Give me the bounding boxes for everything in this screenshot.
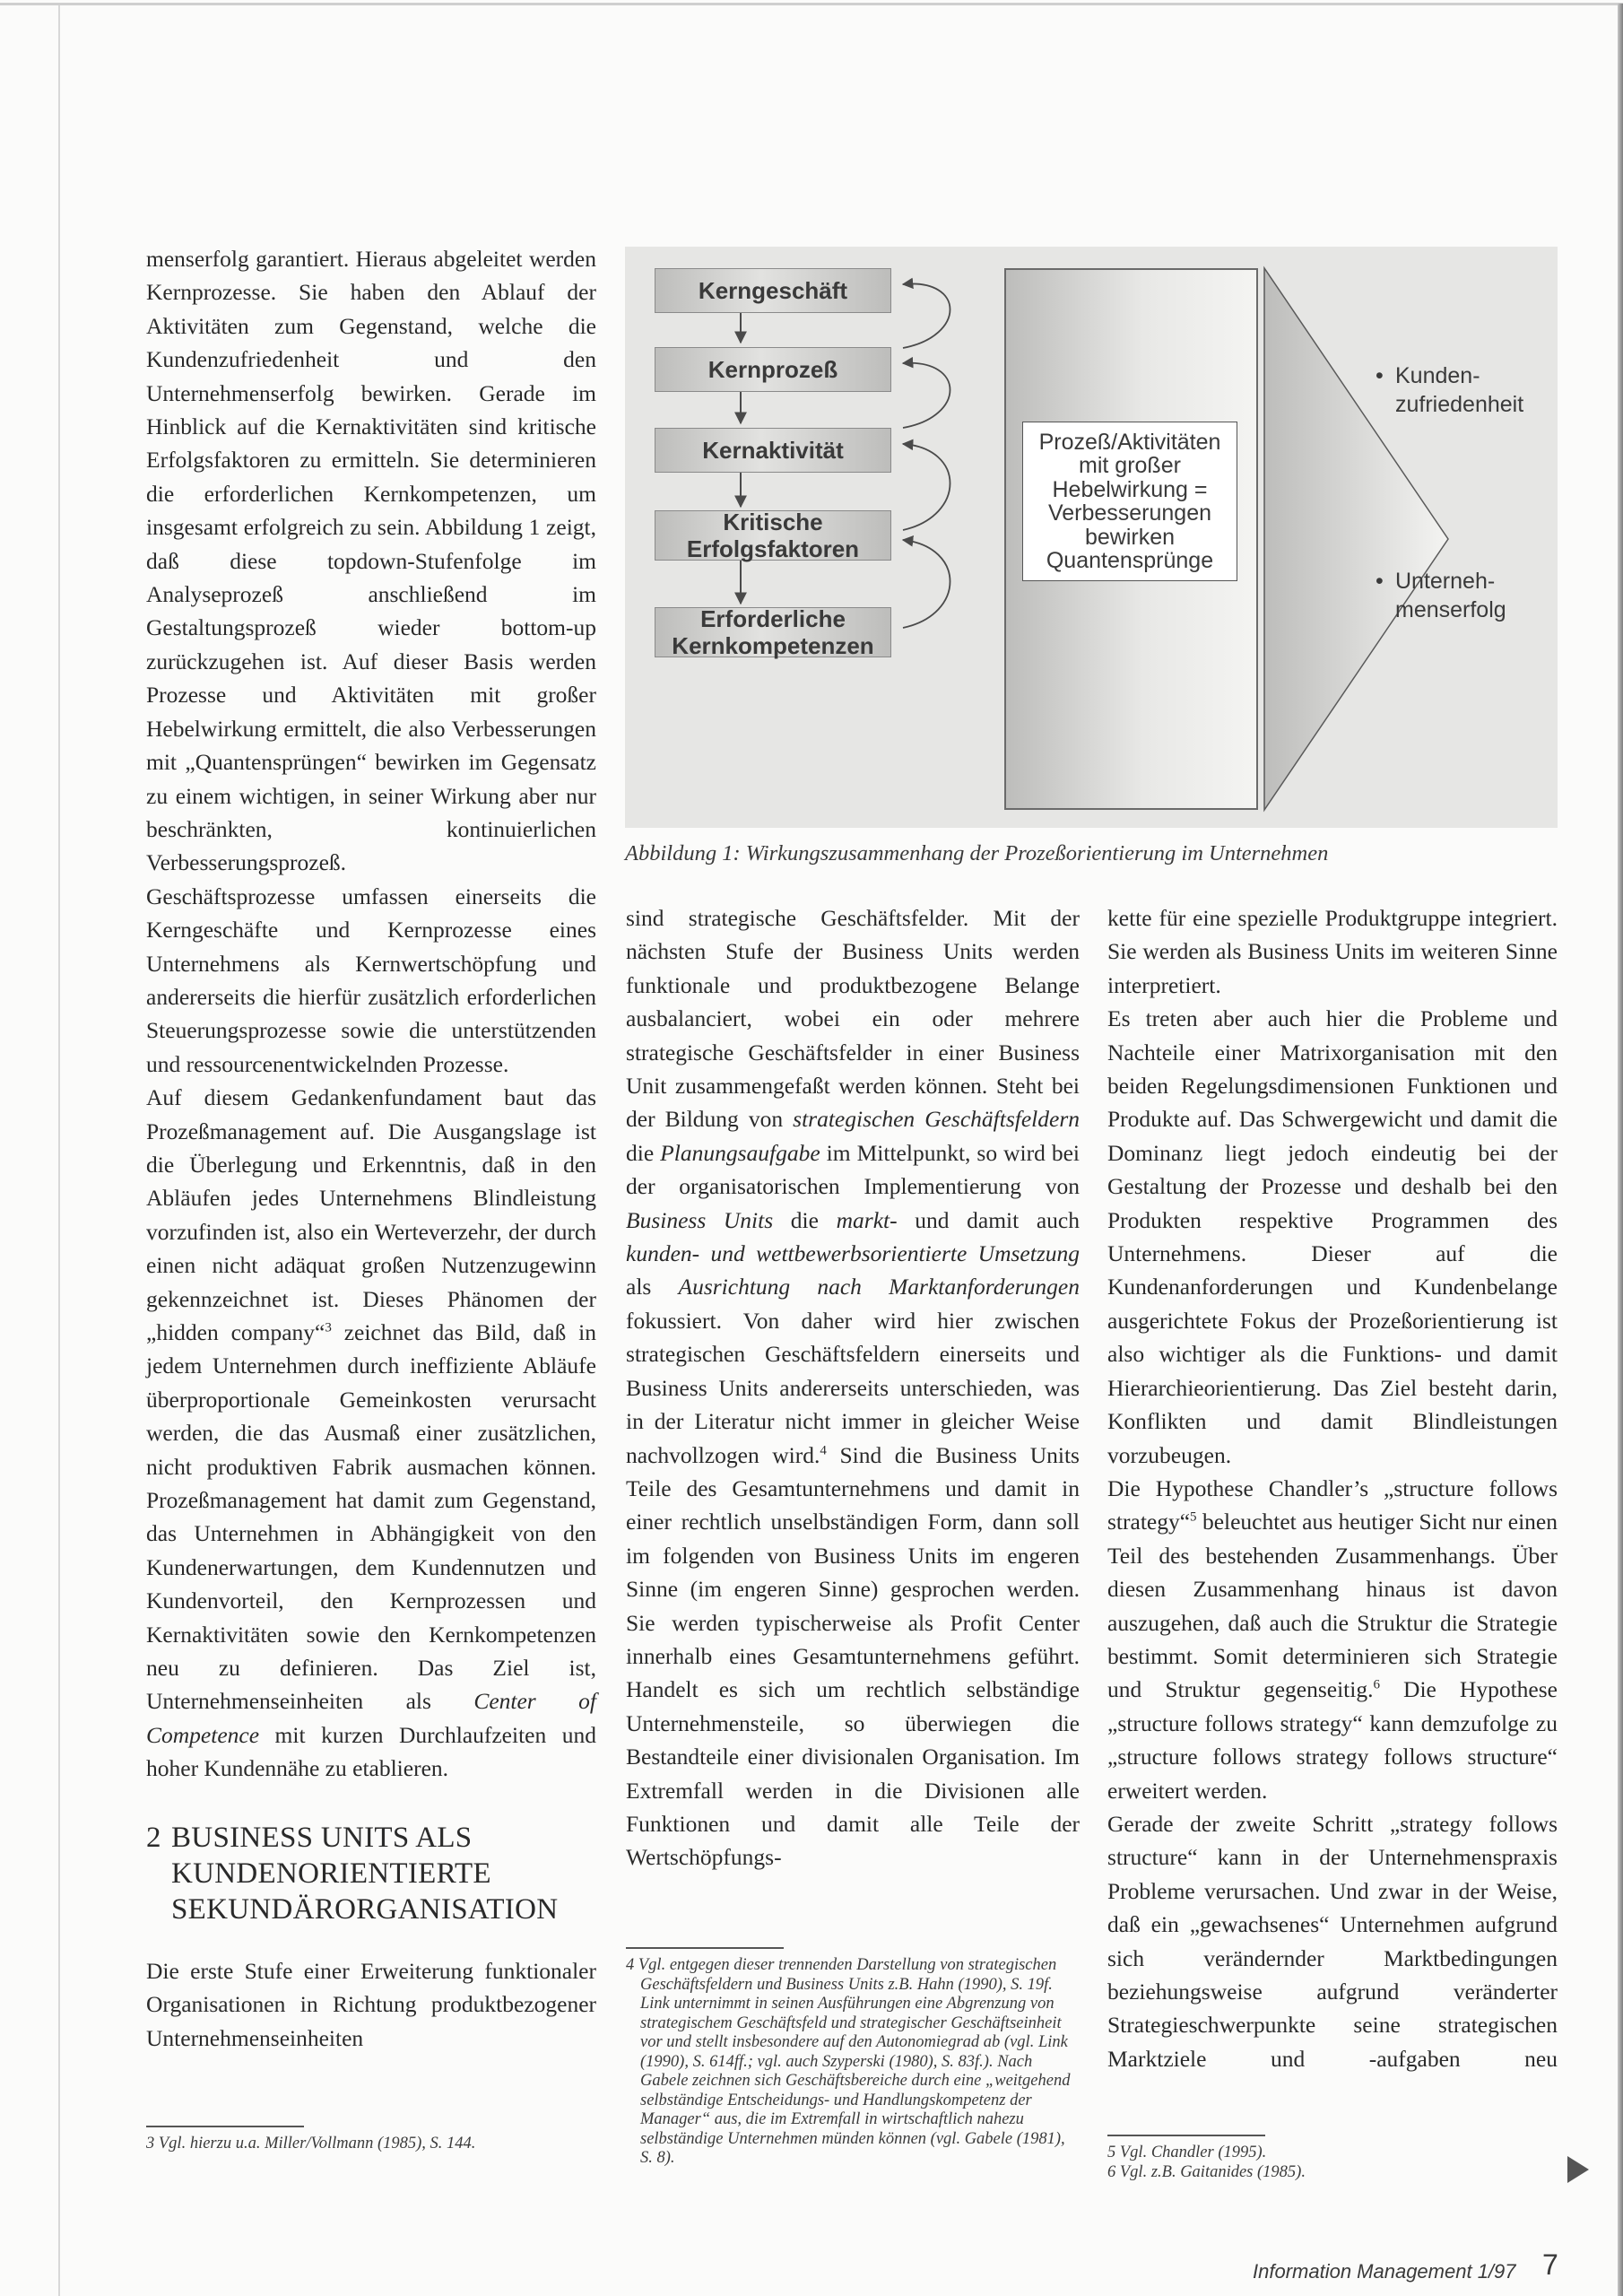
footnote-ref[interactable]: 4 xyxy=(820,1443,827,1457)
paragraph: Es treten aber auch hier die Probleme und Nachteile einer Matrixorganisation mit den beiden Regelungsdimensionen Funktionen und Produkte auf. Das Schwergewicht und damit die Dominanz liegt jedoch eindeutig bei der Gestaltung der Prozesse und deshalb bei den Produkten respektive Programmen des Unternehmens. Dieser auf die Kundenanforderungen und Kundenbelange ausgerichtete Fokus der Prozeßorientierung ist also wichtiger als die Funktions- und damit Hierarchieorientierung. Das Ziel besteht darin, Konflikten und damit Blindleistungen vorzubeugen. xyxy=(1107,1005,1558,1468)
left-column xyxy=(146,242,596,2055)
footnote-3: 3 Vgl. hierzu u.a. Miller/Vollmann (1985), S. 144. xyxy=(146,2135,476,2152)
figure-outcome-kundenzufriedenheit: • Kunden- zufriedenheit xyxy=(1376,363,1524,417)
footnote-4: 4 Vgl. entgegen dieser trennenden Darstellung von strategischen Geschäftsfeldern und Business Units z.B. Hahn (1990), S. 19f. Link unternimmt in seinen Ausführungen eine Abgrenzung von strategischem Geschäftsfeld und strategischer Geschäftseinheit vor und stellt insbesondere auf den Autonomiegrad ab (vgl. Link (1990), S. 614ff.; vgl. auch Szyperski (1980), S. 83f.). Nach Gabele zeichnen sich Geschäftsbereiche durch eine „weitgehend selbständige Entscheidungs- und Handlungskompetenz der Manager“ aus, die im Extremfall in wirtschaftlich nahezu selbständige Unternehmen münden können (vgl. Gabele (1981), S. 8). xyxy=(626,1956,1071,2167)
footnote-rule xyxy=(146,2126,304,2127)
section-heading: 2 BUSINESS UNITS ALS KUNDENORIENTIERTE SEKUNDÄRORGANISATION xyxy=(146,1821,559,1926)
figure-caption: Abbildung 1: Wirkungszusammenhang der Prozeßorientierung im Unternehmen xyxy=(625,841,1329,865)
footnote-rule xyxy=(626,1947,784,1949)
paragraph: Die Hypothese Chandler’s „structure follows strategy“$^5$ beleuchtet aus heutiger Sicht nur einen Teil des bestehenden Zusammenhangs. Über diesen Zusammenhang hinaus ist davon auszugehen, daß auch die Struktur die Strategie bestimmt. Somit determinieren sich Strategie und Struktur gegenseitig.$^6$ Die Hypothese „structure follows strategy“ kann demzufolge zu „structure follows strategy follows structure“ erweitert werden. xyxy=(1107,1474,1558,1804)
footnote-rule xyxy=(1107,2135,1265,2136)
figure-1 xyxy=(625,247,1558,828)
middle-column xyxy=(626,901,1080,1874)
journal-name: Information Management 1/97 xyxy=(1253,2260,1516,2283)
page-edge-top xyxy=(0,3,1623,5)
footnote-ref[interactable]: 3 xyxy=(325,1320,332,1335)
paragraph: Die erste Stufe einer Erweiterung funktionaler Organisationen in Richtung produktbezogener Unternehmenseinheiten xyxy=(146,1957,596,2051)
figure-outcome-unternehmenserfolg: • Unterneh- menserfolg xyxy=(1376,569,1506,622)
figure-box-erforderliche-kernkompetenzen: Erforderliche Kernkompetenzen xyxy=(655,607,891,657)
footnote-6: 6 Vgl. z.B. Gaitanides (1985). xyxy=(1107,2162,1306,2181)
paragraph: Auf diesem Gedankenfundament baut das Prozeßmanagement auf. Die Ausgangslage ist die Überlegung und Erkenntnis, daß in den Abläufen jedes Unternehmens Blindleistung vorzufinden ist, also ein Werteverzehr, der durch einen nicht adäquat großen Nutzenzugewinn gekennzeichnet ist. Dieses Phänomen der „hidden company“$^3$ zeichnet das Bild, daß in jedem Unternehmen durch ineffiziente Abläufe überproportionale Gemeinkosten verursacht werden, die das Ausmaß einer zusätzlichen, nicht produktiven Fabrik ausmachen können. Prozeßmanagement hat damit zum Gegenstand, das Unternehmen in Abhängigkeit von den Kundenerwartungen, dem Kundennutzen und Kundenvorteil, den Kernprozessen und Kernaktivitäten sowie den Kernkompetenzen neu zu definieren. Das Ziel ist, Unternehmenseinheiten als Center of Competence mit kurzen Durchlaufzeiten und hoher Kundennähe zu etablieren. xyxy=(146,1084,596,1782)
page-edge-right xyxy=(1618,4,1623,2296)
figure-box-kerngeschaeft: Kerngeschäft xyxy=(655,268,891,313)
footnotes-right xyxy=(1107,2135,1558,2182)
paragraph: kette für eine spezielle Produktgruppe integriert. Sie werden als Business Units im weiteren Sinne interpretiert. xyxy=(1107,905,1558,998)
page-number: 7 xyxy=(1542,2248,1558,2281)
triangle-right-icon xyxy=(1567,2156,1589,2183)
figure-box-kernprozess: Kernprozeß xyxy=(655,347,891,392)
paragraph: sind strategische Geschäftsfelder. Mit der nächsten Stufe der Business Units werden funktionale und produktbezogene Belange ausbalanciert, wobei ein oder mehrere strategische Geschäftsfelder in einer Business Unit zusammengefaßt werden können. Steht bei der Bildung von strategischen Geschäftsfeldern die Planungsaufgabe im Mittelpunkt, so wird bei der organisatorischen Implementierung von Business Units die markt- und damit auch kunden- und wettbewerbsorientierte Umsetzung als Ausrichtung nach Marktanforderungen fokussiert. Von daher wird hier zwischen strategischen Geschäftsfeldern einerseits und Business Units andererseits unterschieden, was in der Literatur nicht immer in gleicher Weise nachvollzogen wird.$^4$ Sind die Business Units Teile des Gesamtunternehmens und damit in einer rechtlich unselbständigen Form, dann soll im folgenden von Business Units im engeren Sinne (im engeren Sinne) gesprochen werden. Sie werden typischerweise als Profit Center innerhalb eines Gesamtunternehmens geführt. Handelt es sich um rechtlich selbständige Unternehmensteile, so überwiegen die Bestandteile einer divisionalen Organisation. Im Extremfall werden in die Divisionen alle Funktionen und damit alle Teile der Wertschöpfungs- xyxy=(626,905,1081,1871)
footnotes-left xyxy=(146,2126,596,2154)
page-fold-line xyxy=(58,5,60,2296)
figure-box-kritische-erfolgsfaktoren: Kritische Erfolgsfaktoren xyxy=(655,510,891,561)
footnote-ref[interactable]: 6 xyxy=(1373,1677,1380,1692)
paragraph: Geschäftsprozesse umfassen einerseits die Kerngeschäfte und Kernprozesse eines Unternehmens als Kernwertschöpfung und andererseits die hierfür zusätzlich erforderlichen Steuerungsprozesse sowie die unterstützenden und ressourcenentwickelnden Prozesse. xyxy=(146,883,596,1077)
bullet-icon: • xyxy=(1376,569,1384,594)
footnotes-middle xyxy=(626,1947,1080,2169)
paragraph: Gerade der zweite Schritt „strategy follows structure“ kann in der Unternehmenspraxis Probleme verursachen. Und zwar in der Weise, daß ein „gewachsenes“ Unternehmen aufgrund sich verändernder Marktbedingungen beziehungsweise aufgrund veränderter Strategieschwerpunkte seine strategischen Marktziele und -aufgaben neu xyxy=(1107,1810,1558,2072)
bullet-icon: • xyxy=(1376,363,1384,388)
footnote-ref[interactable]: 5 xyxy=(1190,1509,1197,1525)
figure-box-kernaktivitaet: Kernaktivität xyxy=(655,428,891,473)
paragraph: menserfolg garantiert. Hieraus abgeleitet werden Kernprozesse. Sie haben den Ablauf der Aktivitäten zum Gegenstand, welche die Kundenzufriedenheit und den Unternehmenserfolg bewirken. Gerade im Hinblick auf die Kernaktivitäten sind kritische Erfolgsfaktoren zu ermitteln. Sie determinieren die erforderlichen Kernkompetenzen, um insgesamt erfolgreich zu sein. Abbildung 1 zeigt, daß diese topdown-Stufenfolge im Analyseprozeß anschließend im Gestaltungsprozeß wieder bottom-up zurückzugehen ist. Auf dieser Basis werden Prozesse und Aktivitäten mit großer Hebelwirkung ermittelt, die also Verbesserungen mit „Quantensprüngen“ bewirken im Gegensatz zu einem wichtigen, in seiner Wirkung aber nur beschränkten, kontinuierlichen Verbesserungsprozeß. xyxy=(146,246,596,876)
footnote-5: 5 Vgl. Chandler (1995). xyxy=(1107,2144,1267,2161)
figure-center-textbox: Prozeß/Aktivitäten mit großer Hebelwirkung = Verbesserungen bewirken Quantensprünge xyxy=(1022,422,1237,581)
right-column xyxy=(1107,901,1558,2075)
